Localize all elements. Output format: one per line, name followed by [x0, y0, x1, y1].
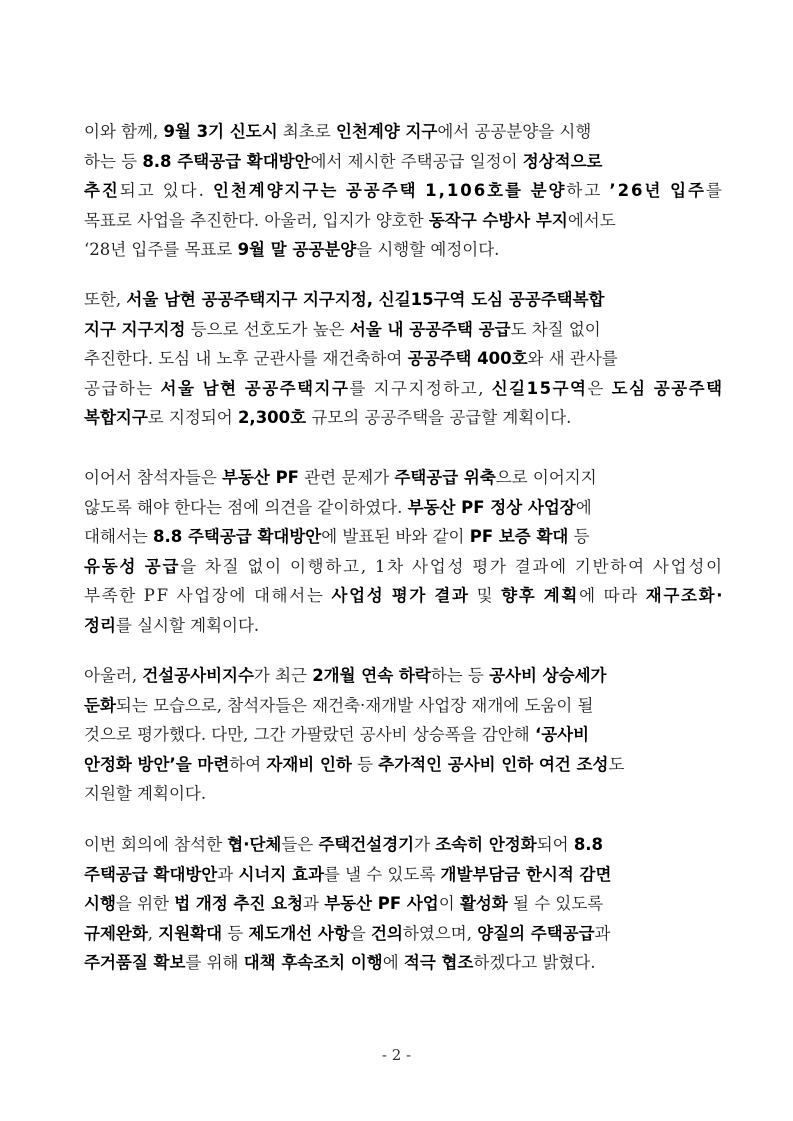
- body-text: 지원할 계획이다.: [84, 784, 207, 803]
- text-line: [84, 779, 724, 809]
- bold-text: 건의: [371, 923, 403, 943]
- bold-text: 양질의 주택공급: [477, 923, 595, 943]
- text-line: [84, 117, 724, 147]
- body-text: 를 지구지정하고,: [349, 378, 492, 398]
- bold-text: 조속히 안정화: [435, 835, 537, 854]
- bold-text: 2개월 연속 하락: [312, 666, 431, 685]
- text-line: [84, 403, 724, 433]
- body-text: 또한,: [84, 290, 127, 309]
- bold-text: 부동산 PF: [222, 468, 299, 487]
- body-text: 에: [575, 497, 592, 517]
- bold-text: 지원확대: [158, 923, 223, 943]
- bold-text: 서울 남현 공공주택지구: [160, 378, 350, 398]
- bold-text: 사업성 평가 결과: [331, 586, 470, 605]
- bold-text: 정상적으로: [522, 151, 603, 171]
- bold-text: 주택건설경기: [318, 835, 415, 854]
- paragraph-5: [84, 830, 724, 978]
- bold-text: 대책 후속조치 이행: [243, 953, 383, 972]
- body-text: 등: [222, 923, 249, 943]
- body-text: 과: [303, 894, 325, 913]
- body-text: 하겠다고 밝혔다.: [473, 953, 596, 972]
- bold-text: 서울 내 공공주택 공급: [349, 319, 511, 339]
- bold-text: 안정화 방안’을 마련: [84, 754, 230, 774]
- body-text: 을 차질 없이 이행하고, 1차 사업성 평가 결과에 기반하여 사업성이: [180, 556, 724, 576]
- bold-text: 8.8: [573, 835, 604, 854]
- text-line: [84, 235, 724, 265]
- body-text: 를 위해: [185, 953, 244, 972]
- body-text: 과: [594, 923, 611, 943]
- bold-text: 적극 협조: [403, 953, 474, 972]
- body-text: 으로 이어지지: [495, 468, 597, 487]
- bold-text: ‘공사비: [534, 725, 590, 744]
- bold-text: 주택공급 위축: [394, 468, 496, 487]
- text-line: [84, 720, 724, 750]
- text-line: [84, 830, 724, 860]
- text-line: [84, 285, 724, 315]
- bold-text: 부동산 PF 사업: [324, 894, 439, 913]
- body-text: 도: [608, 754, 625, 774]
- text-line: [84, 147, 724, 177]
- body-text: 등: [351, 754, 379, 774]
- text-line: [84, 750, 724, 780]
- bold-text: 시너지 효과: [238, 864, 324, 884]
- body-text: 될 수 있도록: [507, 894, 604, 913]
- bold-text: PF 보증 확대: [469, 527, 569, 546]
- body-text: 이어서 참석자들은: [84, 468, 223, 487]
- bold-text: ’26년 입주: [609, 181, 706, 200]
- bold-text: 재구조화·: [645, 586, 724, 605]
- body-text: 이: [438, 894, 460, 913]
- page-number: - 2 -: [381, 1046, 412, 1064]
- body-text: 을 위한: [115, 894, 175, 913]
- bold-text: 둔화: [84, 695, 116, 715]
- body-text: 아울러,: [84, 666, 143, 685]
- body-text: 에 발표된 바와 같이: [321, 527, 470, 546]
- text-line: [84, 948, 724, 978]
- text-line: [84, 691, 724, 721]
- bold-text: 주택공급 확대방안: [84, 864, 218, 884]
- text-line: [84, 552, 724, 582]
- text-line: [84, 581, 724, 611]
- paragraph-1: [84, 117, 724, 265]
- body-text: 하고: [566, 181, 610, 200]
- body-text: 공급하는: [84, 378, 161, 398]
- body-text: 가 최근: [253, 666, 313, 685]
- text-line: [84, 493, 724, 523]
- bold-text: 8.8 주택공급 확대방안: [142, 151, 311, 171]
- text-line: [84, 860, 724, 890]
- bold-text: 활성화: [459, 894, 508, 913]
- bold-text: 제도개선 사항: [248, 923, 350, 943]
- body-text: 대해서는: [84, 527, 154, 546]
- bold-text: 자재비 인하: [266, 754, 352, 774]
- body-text: ‘28년 입주를 목표로: [84, 240, 238, 259]
- bold-text: 추진: [84, 181, 120, 200]
- body-text: 을 시행할 예정이다.: [356, 240, 500, 259]
- body-text: 되는 모습으로, 참석자들은 재건축·재개발 사업장 재개에 도움이 될: [115, 695, 594, 715]
- text-line: [84, 919, 724, 949]
- paragraph-3: [84, 463, 724, 640]
- body-text: 이와 함께,: [84, 122, 164, 141]
- bold-text: 시행: [84, 894, 116, 913]
- paragraph-4: [84, 661, 724, 809]
- text-line: [84, 463, 724, 493]
- bold-text: 서울 남현 공공주택지구 지구지정, 신길15구역 도심 공공주택복합: [126, 290, 605, 309]
- bold-text: 인천계양지구는 공공주택 1,106호를 분양: [212, 181, 567, 200]
- body-text: 등으로 선호도가 높은: [185, 319, 350, 339]
- text-line: [84, 176, 724, 206]
- body-text: 부족한 PF 사업장에 대해서는: [84, 586, 332, 605]
- bold-text: 법 개정 추진 요청: [174, 894, 304, 913]
- body-text: 에서도: [567, 210, 616, 230]
- bold-text: 부동산 PF 정상 사업장: [407, 497, 576, 517]
- body-text: 도 차질 없이: [510, 319, 601, 339]
- bold-text: 신길15구역: [491, 378, 588, 398]
- body-text: 이번 회의에 참석한: [84, 835, 228, 854]
- text-line: [84, 344, 724, 374]
- bold-text: 유동성 공급: [84, 556, 181, 576]
- bold-text: 공공주택 400호: [407, 349, 528, 368]
- body-text: 목표로 사업을 추진한다. 아울러, 입지가 양호한: [84, 210, 429, 230]
- body-text: 되고 있다.: [119, 181, 213, 200]
- bold-text: 9월 말 공공분양: [237, 240, 357, 259]
- bold-text: 향후 계획: [501, 586, 580, 605]
- body-text: 관련 문제가: [298, 468, 395, 487]
- bold-text: 공사비 상승세가: [489, 666, 607, 685]
- body-text: 들은: [281, 835, 319, 854]
- bold-text: 협·단체: [227, 835, 282, 854]
- body-text: 되어: [536, 835, 574, 854]
- bold-text: 개발부담금 한시적 감면: [440, 864, 612, 884]
- body-text: 와 새 관사를: [527, 349, 618, 368]
- body-text: 에서 제시한 주택공급 일정이: [310, 151, 523, 171]
- body-text: 하여: [229, 754, 267, 774]
- text-line: [84, 522, 724, 552]
- text-line: [84, 374, 724, 404]
- body-text: 를 실시할 계획이다.: [115, 615, 260, 635]
- bold-text: 정리: [84, 615, 116, 635]
- body-text: 규모의 공공주택을 공급할 계획이다.: [306, 408, 572, 427]
- body-text: 하는 등: [430, 666, 490, 685]
- bold-text: 주거품질 확보: [84, 953, 186, 972]
- body-text: 을: [349, 923, 372, 943]
- body-text: 에서 공공분양을 시행: [437, 122, 592, 141]
- bold-text: 규제완화: [84, 923, 148, 943]
- body-text: 를: [705, 181, 724, 200]
- body-text: 등: [568, 527, 590, 546]
- body-text: 최초로: [277, 122, 336, 141]
- bold-text: 추가적인 공사비 인하 여건 조성: [378, 754, 609, 774]
- bold-text: 복합지구: [84, 408, 148, 427]
- bold-text: 동작구 수방사 부지: [428, 210, 568, 230]
- body-text: 에: [382, 953, 404, 972]
- body-text: 및: [469, 586, 502, 605]
- body-text: 은: [587, 378, 612, 398]
- body-text: 추진한다. 도심 내 노후 군관사를 재건축하여: [84, 349, 408, 368]
- body-text: 하는 등: [84, 151, 143, 171]
- body-text: 가: [414, 835, 436, 854]
- body-text: 하였으며,: [402, 923, 478, 943]
- bold-text: 2,300호: [237, 408, 307, 427]
- bold-text: 9월 3기 신도시: [163, 122, 278, 141]
- body-text: 것으로 평가했다. 다만, 그간 가팔랐던 공사비 상승폭을 감안해: [84, 725, 535, 744]
- body-text: ,: [147, 923, 159, 943]
- text-line: [84, 889, 724, 919]
- bold-text: 인천계양 지구: [335, 122, 438, 141]
- body-text: 를 낼 수 있도록: [323, 864, 441, 884]
- text-line: [84, 661, 724, 691]
- bold-text: 지구 지구지정: [84, 319, 186, 339]
- paragraph-2: [84, 285, 724, 433]
- bold-text: 8.8 주택공급 확대방안: [153, 527, 322, 546]
- bold-text: 건설공사비지수: [142, 666, 254, 685]
- body-text: 않도록 해야 한다는 점에 의견을 같이하였다.: [84, 497, 408, 517]
- bold-text: 도심 공공주택: [611, 378, 724, 398]
- body-text: 로 지정되어: [147, 408, 238, 427]
- body-text: 에 따라: [579, 586, 646, 605]
- text-line: [84, 206, 724, 236]
- body-text: 과: [217, 864, 239, 884]
- text-line: [84, 611, 724, 641]
- text-line: [84, 315, 724, 345]
